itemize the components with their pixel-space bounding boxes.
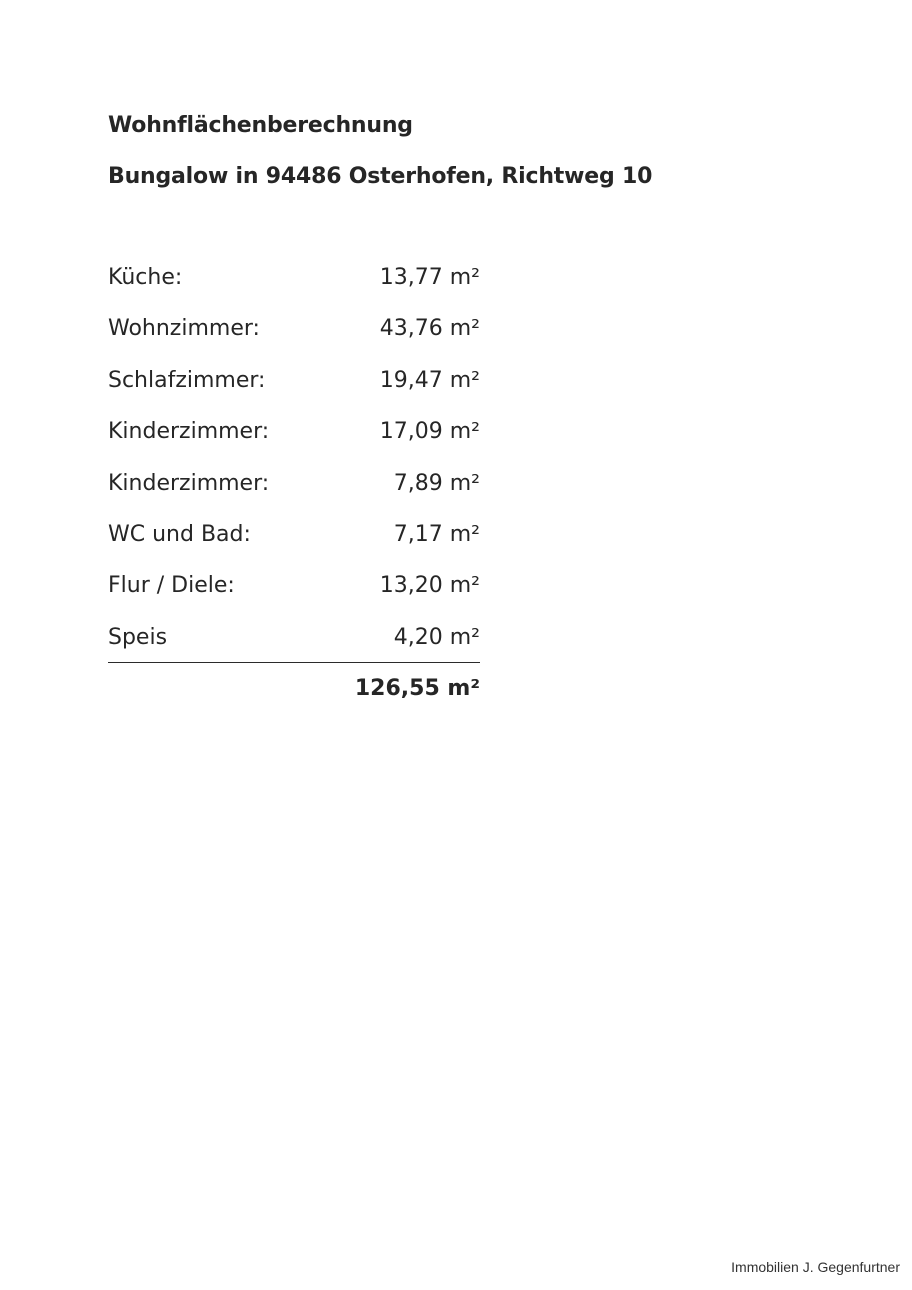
table-row	[108, 368, 480, 419]
room-label: Kinderzimmer:	[108, 419, 270, 445]
room-area: 17,09 m²	[379, 419, 480, 445]
table-row	[108, 471, 480, 522]
room-label: Schlafzimmer:	[108, 367, 266, 393]
table-row	[108, 522, 480, 573]
room-label: WC und Bad:	[108, 521, 251, 547]
room-label: Kinderzimmer:	[108, 470, 270, 496]
area-table	[108, 265, 480, 663]
table-row	[108, 265, 480, 316]
table-row	[108, 573, 480, 624]
room-label: Küche:	[108, 265, 183, 290]
footer-company: Immobilien J. Gegenfurtner	[731, 1259, 900, 1275]
room-label: Speis	[108, 624, 168, 650]
room-area: 13,77 m²	[379, 265, 480, 290]
room-area: 19,47 m²	[379, 367, 480, 393]
room-area: 13,20 m²	[379, 573, 480, 599]
room-area: 7,89 m²	[393, 470, 480, 496]
table-row	[108, 625, 480, 663]
table-row	[108, 419, 480, 470]
room-label: Wohnzimmer:	[108, 316, 260, 342]
total-area: 126,55 m²	[354, 676, 480, 701]
room-label: Flur / Diele:	[108, 573, 235, 599]
room-area: 7,17 m²	[393, 521, 480, 547]
document-subtitle: Bungalow in 94486 Osterhofen, Richtweg 10	[108, 164, 653, 189]
room-area: 4,20 m²	[393, 624, 480, 650]
document-title: Wohnflächenberechnung	[108, 113, 413, 138]
table-row	[108, 316, 480, 367]
room-area: 43,76 m²	[379, 316, 480, 342]
